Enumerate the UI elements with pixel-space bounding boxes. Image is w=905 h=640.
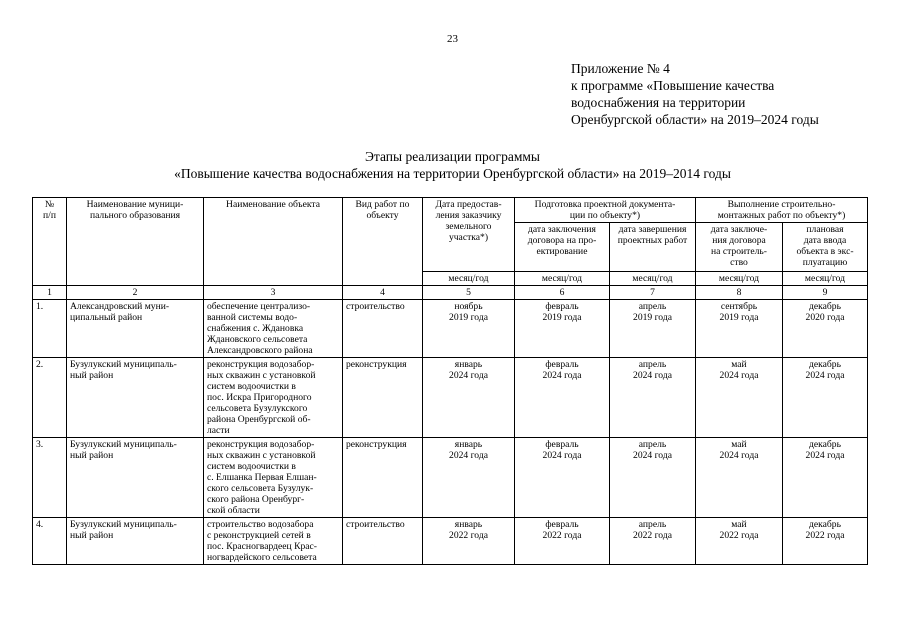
- header-design-complete: дата завершения проектных работ: [610, 223, 696, 272]
- row-municipality: Бузулукский муниципаль- ный район: [67, 518, 204, 565]
- row-municipality: Бузулукский муниципаль- ный район: [67, 358, 204, 438]
- appendix-line: Оренбургской области» на 2019–2024 годы: [571, 112, 819, 127]
- unit-label: месяц/год: [610, 272, 696, 286]
- row-commissioning: декабрь 2024 года: [783, 438, 868, 518]
- row-object: строительство водозабора с реконструкцией сетей в пос. Красногвардеец Крас- ногвардейского сельсовета: [204, 518, 343, 565]
- header-municipality: Наименование муници- пального образования: [67, 198, 204, 286]
- row-land-date: январь 2022 года: [423, 518, 515, 565]
- appendix-line: Приложение № 4: [571, 61, 670, 76]
- heading-line-1: Этапы реализации программы: [365, 149, 540, 164]
- column-number: 4: [343, 286, 423, 300]
- stages-table: [32, 197, 868, 565]
- header-work-type: Вид работ по объекту: [343, 198, 423, 286]
- row-commissioning: декабрь 2020 года: [783, 300, 868, 358]
- appendix-line: водоснабжения на территории: [571, 95, 746, 110]
- row-municipality: Бузулукский муниципаль- ный район: [67, 438, 204, 518]
- row-construction-contract: сентябрь 2019 года: [696, 300, 783, 358]
- row-design-complete: апрель 2024 года: [610, 438, 696, 518]
- table-row: [33, 518, 868, 565]
- header-num: № п/п: [33, 198, 67, 286]
- row-design-contract: февраль 2022 года: [515, 518, 610, 565]
- heading-line-2: «Повышение качества водоснабжения на территории Оренбургской области» на 2019–2014 годы: [174, 166, 731, 181]
- table-row: [33, 300, 868, 358]
- column-number: 1: [33, 286, 67, 300]
- row-work-type: строительство: [343, 300, 423, 358]
- column-numbers-row: [33, 286, 868, 300]
- header-commissioning: плановая дата ввода объекта в экс- плуатацию: [783, 223, 868, 272]
- row-num: 4.: [33, 518, 67, 565]
- row-num: 1.: [33, 300, 67, 358]
- header-object: Наименование объекта: [204, 198, 343, 286]
- column-number: 6: [515, 286, 610, 300]
- header-row-1: [33, 198, 868, 223]
- row-construction-contract: май 2024 года: [696, 358, 783, 438]
- row-construction-contract: май 2022 года: [696, 518, 783, 565]
- column-number: 5: [423, 286, 515, 300]
- row-work-type: строительство: [343, 518, 423, 565]
- row-object: реконструкция водозабор- ных скважин с установкой систем водоочистки в пос. Искра Пригородного сельсовета Бузулукского района Оренбургской об- ласти: [204, 358, 343, 438]
- row-design-contract: февраль 2019 года: [515, 300, 610, 358]
- column-number: 2: [67, 286, 204, 300]
- appendix-block: [571, 60, 819, 128]
- row-num: 2.: [33, 358, 67, 438]
- row-commissioning: декабрь 2024 года: [783, 358, 868, 438]
- table-row: [33, 358, 868, 438]
- row-commissioning: декабрь 2022 года: [783, 518, 868, 565]
- appendix-line: к программе «Повышение качества: [571, 78, 775, 93]
- row-work-type: реконструкция: [343, 358, 423, 438]
- unit-label: месяц/год: [515, 272, 610, 286]
- row-work-type: реконструкция: [343, 438, 423, 518]
- table-row: [33, 438, 868, 518]
- header-construction-group: Выполнение строительно- монтажных работ по объекту*): [696, 198, 868, 223]
- column-number: 8: [696, 286, 783, 300]
- row-num: 3.: [33, 438, 67, 518]
- column-number: 9: [783, 286, 868, 300]
- unit-label: месяц/год: [696, 272, 783, 286]
- column-number: 7: [610, 286, 696, 300]
- row-design-contract: февраль 2024 года: [515, 358, 610, 438]
- row-land-date: ноябрь 2019 года: [423, 300, 515, 358]
- row-design-complete: апрель 2019 года: [610, 300, 696, 358]
- row-land-date: январь 2024 года: [423, 438, 515, 518]
- header-construction-contract: дата заключе- ния договора на строитель- ство: [696, 223, 783, 272]
- row-construction-contract: май 2024 года: [696, 438, 783, 518]
- row-municipality: Александровский муни- ципальный район: [67, 300, 204, 358]
- row-design-complete: апрель 2024 года: [610, 358, 696, 438]
- header-land-date: Дата предостав- ления заказчику земельного участка*): [423, 198, 515, 272]
- column-number: 3: [204, 286, 343, 300]
- row-land-date: январь 2024 года: [423, 358, 515, 438]
- unit-label: месяц/год: [783, 272, 868, 286]
- row-design-complete: апрель 2022 года: [610, 518, 696, 565]
- document-heading: [0, 148, 905, 182]
- header-design-group: Подготовка проектной документа- ции по объекту*): [515, 198, 696, 223]
- row-object: обеспечение централизо- ванной системы водо- снабжения с. Ждановка Ждановского сельсовета Александровского района: [204, 300, 343, 358]
- row-design-contract: февраль 2024 года: [515, 438, 610, 518]
- unit-label: месяц/год: [423, 272, 515, 286]
- row-object: реконструкция водозабор- ных скважин с установкой систем водоочистки в с. Елшанка Первая Елшан- ского сельсовета Бузулук- ского района Оренбург- ской области: [204, 438, 343, 518]
- page-number: 23: [447, 33, 458, 45]
- header-design-contract: дата заключения договора на про- ектирование: [515, 223, 610, 272]
